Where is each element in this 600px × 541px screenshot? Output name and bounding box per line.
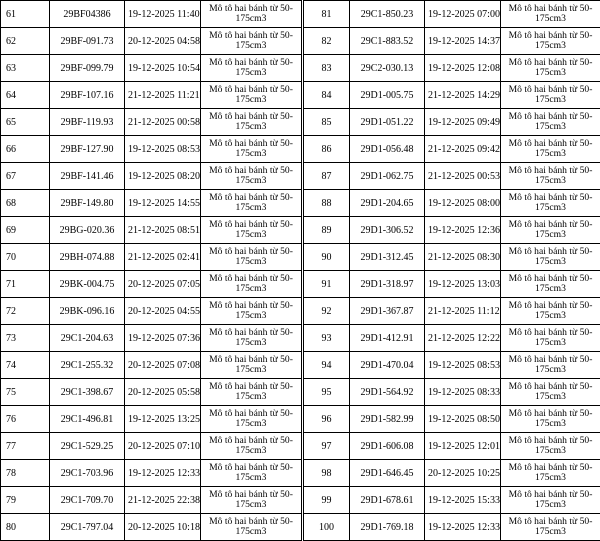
plate-cell: 29D1-564.92 — [350, 379, 425, 406]
row-number-cell: 61 — [1, 1, 50, 28]
vehicle-type-cell: Mô tô hai bánh từ 50-175cm3 — [501, 190, 600, 217]
plate-cell: 29D1-412.91 — [350, 325, 425, 352]
table-row — [1, 460, 600, 487]
vehicle-type-cell: Mô tô hai bánh từ 50-175cm3 — [201, 82, 302, 109]
table-row — [1, 433, 600, 460]
row-number-cell: 71 — [1, 271, 50, 298]
vehicle-type-cell: Mô tô hai bánh từ 50-175cm3 — [501, 82, 600, 109]
row-number-cell: 67 — [1, 163, 50, 190]
vehicle-type-cell: Mô tô hai bánh từ 50-175cm3 — [501, 55, 600, 82]
violation-time-cell: 21-12-2025 11:21 — [125, 82, 201, 109]
row-number-cell: 72 — [1, 298, 50, 325]
violation-time-cell: 21-12-2025 12:22 — [425, 325, 501, 352]
row-number-cell: 86 — [304, 136, 350, 163]
row-number-cell: 75 — [1, 379, 50, 406]
violation-time-cell: 19-12-2025 15:33 — [425, 487, 501, 514]
plate-cell: 29D1-204.65 — [350, 190, 425, 217]
violation-time-cell: 20-12-2025 07:05 — [125, 271, 201, 298]
violation-time-cell: 19-12-2025 08:33 — [425, 379, 501, 406]
row-number-cell: 64 — [1, 82, 50, 109]
row-number-cell: 91 — [304, 271, 350, 298]
plate-cell: 29BF04386 — [50, 1, 125, 28]
plate-cell: 29D1-306.52 — [350, 217, 425, 244]
row-number-cell: 81 — [304, 1, 350, 28]
violation-time-cell: 19-12-2025 08:53 — [125, 136, 201, 163]
plate-cell: 29D1-005.75 — [350, 82, 425, 109]
row-number-cell: 95 — [304, 379, 350, 406]
violation-time-cell: 21-12-2025 11:12 — [425, 298, 501, 325]
plate-cell: 29BK-004.75 — [50, 271, 125, 298]
violation-time-cell: 19-12-2025 12:33 — [425, 514, 501, 541]
violation-time-cell: 19-12-2025 08:20 — [125, 163, 201, 190]
table-row — [1, 55, 600, 82]
vehicle-type-cell: Mô tô hai bánh từ 50-175cm3 — [201, 352, 302, 379]
violation-time-cell: 20-12-2025 05:58 — [125, 379, 201, 406]
row-number-cell: 65 — [1, 109, 50, 136]
violation-time-cell: 19-12-2025 13:03 — [425, 271, 501, 298]
vehicle-type-cell: Mô tô hai bánh từ 50-175cm3 — [201, 460, 302, 487]
vehicle-type-cell: Mô tô hai bánh từ 50-175cm3 — [201, 298, 302, 325]
table-row — [1, 406, 600, 433]
row-number-cell: 74 — [1, 352, 50, 379]
violation-time-cell: 19-12-2025 08:00 — [425, 190, 501, 217]
plate-cell: 29C1-398.67 — [50, 379, 125, 406]
row-number-cell: 85 — [304, 109, 350, 136]
plate-cell: 29C1-255.32 — [50, 352, 125, 379]
vehicle-type-cell: Mô tô hai bánh từ 50-175cm3 — [501, 406, 600, 433]
row-number-cell: 78 — [1, 460, 50, 487]
plate-cell: 29C1-204.63 — [50, 325, 125, 352]
violation-time-cell: 20-12-2025 04:58 — [125, 28, 201, 55]
vehicle-type-cell: Mô tô hai bánh từ 50-175cm3 — [501, 271, 600, 298]
vehicle-type-cell: Mô tô hai bánh từ 50-175cm3 — [501, 325, 600, 352]
vehicle-type-cell: Mô tô hai bánh từ 50-175cm3 — [501, 514, 600, 541]
violation-time-cell: 19-12-2025 08:50 — [425, 406, 501, 433]
row-number-cell: 79 — [1, 487, 50, 514]
table-row — [1, 190, 600, 217]
plate-cell: 29C1-850.23 — [350, 1, 425, 28]
vehicle-type-cell: Mô tô hai bánh từ 50-175cm3 — [501, 460, 600, 487]
vehicle-type-cell: Mô tô hai bánh từ 50-175cm3 — [501, 244, 600, 271]
vehicle-type-cell: Mô tô hai bánh từ 50-175cm3 — [501, 433, 600, 460]
plate-cell: 29D1-646.45 — [350, 460, 425, 487]
row-number-cell: 87 — [304, 163, 350, 190]
plate-cell: 29D1-062.75 — [350, 163, 425, 190]
plate-cell: 29D1-470.04 — [350, 352, 425, 379]
plate-cell: 29C1-496.81 — [50, 406, 125, 433]
table-row — [1, 244, 600, 271]
plate-cell: 29BF-149.80 — [50, 190, 125, 217]
row-number-cell: 84 — [304, 82, 350, 109]
row-number-cell: 96 — [304, 406, 350, 433]
violation-time-cell: 21-12-2025 22:38 — [125, 487, 201, 514]
violation-time-cell: 19-12-2025 14:55 — [125, 190, 201, 217]
table-row — [1, 379, 600, 406]
plate-cell: 29C2-030.13 — [350, 55, 425, 82]
plate-cell: 29D1-318.97 — [350, 271, 425, 298]
vehicle-type-cell: Mô tô hai bánh từ 50-175cm3 — [201, 406, 302, 433]
violation-time-cell: 21-12-2025 00:53 — [425, 163, 501, 190]
row-number-cell: 88 — [304, 190, 350, 217]
row-number-cell: 99 — [304, 487, 350, 514]
table-row — [1, 217, 600, 244]
plate-cell: 29BF-091.73 — [50, 28, 125, 55]
row-number-cell: 80 — [1, 514, 50, 541]
plate-cell: 29BF-127.90 — [50, 136, 125, 163]
vehicle-type-cell: Mô tô hai bánh từ 50-175cm3 — [201, 163, 302, 190]
violation-time-cell: 19-12-2025 12:01 — [425, 433, 501, 460]
plate-cell: 29BH-074.88 — [50, 244, 125, 271]
table-row — [1, 163, 600, 190]
table-row — [1, 136, 600, 163]
row-number-cell: 90 — [304, 244, 350, 271]
plate-cell: 29C1-529.25 — [50, 433, 125, 460]
plate-cell: 29BF-141.46 — [50, 163, 125, 190]
violation-time-cell: 20-12-2025 10:18 — [125, 514, 201, 541]
vehicle-type-cell: Mô tô hai bánh từ 50-175cm3 — [201, 379, 302, 406]
vehicle-type-cell: Mô tô hai bánh từ 50-175cm3 — [201, 1, 302, 28]
violation-time-cell: 20-12-2025 07:10 — [125, 433, 201, 460]
violation-time-cell: 21-12-2025 00:58 — [125, 109, 201, 136]
table-row — [1, 514, 600, 541]
plate-cell: 29BF-119.93 — [50, 109, 125, 136]
plate-cell: 29D1-606.08 — [350, 433, 425, 460]
row-number-cell: 93 — [304, 325, 350, 352]
table-row — [1, 271, 600, 298]
violation-time-cell: 21-12-2025 08:30 — [425, 244, 501, 271]
vehicle-type-cell: Mô tô hai bánh từ 50-175cm3 — [201, 271, 302, 298]
violation-time-cell: 19-12-2025 11:40 — [125, 1, 201, 28]
vehicle-type-cell: Mô tô hai bánh từ 50-175cm3 — [201, 514, 302, 541]
plate-cell: 29C1-709.70 — [50, 487, 125, 514]
plate-cell: 29BK-096.16 — [50, 298, 125, 325]
plate-cell: 29BF-107.16 — [50, 82, 125, 109]
vehicle-type-cell: Mô tô hai bánh từ 50-175cm3 — [201, 217, 302, 244]
table-row — [1, 352, 600, 379]
row-number-cell: 82 — [304, 28, 350, 55]
violation-time-cell: 19-12-2025 08:53 — [425, 352, 501, 379]
row-number-cell: 100 — [304, 514, 350, 541]
violation-time-cell: 19-12-2025 07:00 — [425, 1, 501, 28]
table-row — [1, 487, 600, 514]
vehicle-type-cell: Mô tô hai bánh từ 50-175cm3 — [201, 28, 302, 55]
table-row — [1, 325, 600, 352]
vehicle-type-cell: Mô tô hai bánh từ 50-175cm3 — [201, 325, 302, 352]
table-row — [1, 109, 600, 136]
violation-time-cell: 19-12-2025 12:08 — [425, 55, 501, 82]
row-number-cell: 66 — [1, 136, 50, 163]
table-row — [1, 28, 600, 55]
row-number-cell: 69 — [1, 217, 50, 244]
vehicle-type-cell: Mô tô hai bánh từ 50-175cm3 — [201, 55, 302, 82]
table-row — [1, 82, 600, 109]
row-number-cell: 94 — [304, 352, 350, 379]
vehicle-type-cell: Mô tô hai bánh từ 50-175cm3 — [501, 109, 600, 136]
vehicle-type-cell: Mô tô hai bánh từ 50-175cm3 — [501, 352, 600, 379]
vehicle-type-cell: Mô tô hai bánh từ 50-175cm3 — [501, 136, 600, 163]
violation-time-cell: 19-12-2025 14:37 — [425, 28, 501, 55]
vehicle-type-cell: Mô tô hai bánh từ 50-175cm3 — [201, 433, 302, 460]
vehicle-type-cell: Mô tô hai bánh từ 50-175cm3 — [501, 1, 600, 28]
vehicle-type-cell: Mô tô hai bánh từ 50-175cm3 — [201, 109, 302, 136]
table-row — [1, 298, 600, 325]
row-number-cell: 63 — [1, 55, 50, 82]
table-body — [1, 1, 600, 541]
plate-cell: 29BG-020.36 — [50, 217, 125, 244]
violation-time-cell: 21-12-2025 02:41 — [125, 244, 201, 271]
vehicle-type-cell: Mô tô hai bánh từ 50-175cm3 — [501, 487, 600, 514]
vehicle-type-cell: Mô tô hai bánh từ 50-175cm3 — [201, 190, 302, 217]
row-number-cell: 70 — [1, 244, 50, 271]
table-row — [1, 1, 600, 28]
violation-time-cell: 21-12-2025 09:42 — [425, 136, 501, 163]
plate-cell: 29D1-312.45 — [350, 244, 425, 271]
violation-time-cell: 19-12-2025 09:49 — [425, 109, 501, 136]
row-number-cell: 89 — [304, 217, 350, 244]
violation-time-cell: 21-12-2025 08:51 — [125, 217, 201, 244]
violation-time-cell: 19-12-2025 12:33 — [125, 460, 201, 487]
row-number-cell: 77 — [1, 433, 50, 460]
plate-cell: 29D1-678.61 — [350, 487, 425, 514]
violation-time-cell: 20-12-2025 10:25 — [425, 460, 501, 487]
vehicle-type-cell: Mô tô hai bánh từ 50-175cm3 — [201, 244, 302, 271]
plate-cell: 29C1-703.96 — [50, 460, 125, 487]
row-number-cell: 92 — [304, 298, 350, 325]
row-number-cell: 97 — [304, 433, 350, 460]
row-number-cell: 83 — [304, 55, 350, 82]
row-number-cell: 68 — [1, 190, 50, 217]
violation-time-cell: 20-12-2025 04:55 — [125, 298, 201, 325]
row-number-cell: 98 — [304, 460, 350, 487]
row-number-cell: 62 — [1, 28, 50, 55]
row-number-cell: 73 — [1, 325, 50, 352]
plate-cell: 29D1-582.99 — [350, 406, 425, 433]
violation-time-cell: 20-12-2025 07:08 — [125, 352, 201, 379]
plate-cell: 29C1-883.52 — [350, 28, 425, 55]
plate-cell: 29C1-797.04 — [50, 514, 125, 541]
plate-cell: 29D1-769.18 — [350, 514, 425, 541]
plate-cell: 29D1-367.87 — [350, 298, 425, 325]
vehicle-type-cell: Mô tô hai bánh từ 50-175cm3 — [501, 28, 600, 55]
violation-time-cell: 21-12-2025 14:29 — [425, 82, 501, 109]
row-number-cell: 76 — [1, 406, 50, 433]
violation-time-cell: 19-12-2025 13:25 — [125, 406, 201, 433]
violation-time-cell: 19-12-2025 07:36 — [125, 325, 201, 352]
vehicle-type-cell: Mô tô hai bánh từ 50-175cm3 — [201, 136, 302, 163]
vehicle-type-cell: Mô tô hai bánh từ 50-175cm3 — [501, 163, 600, 190]
plate-cell: 29D1-056.48 — [350, 136, 425, 163]
vehicle-type-cell: Mô tô hai bánh từ 50-175cm3 — [201, 487, 302, 514]
vehicle-type-cell: Mô tô hai bánh từ 50-175cm3 — [501, 217, 600, 244]
violation-time-cell: 19-12-2025 12:36 — [425, 217, 501, 244]
vehicle-type-cell: Mô tô hai bánh từ 50-175cm3 — [501, 298, 600, 325]
plate-cell: 29D1-051.22 — [350, 109, 425, 136]
plate-cell: 29BF-099.79 — [50, 55, 125, 82]
violation-time-cell: 19-12-2025 10:54 — [125, 55, 201, 82]
vehicle-type-cell: Mô tô hai bánh từ 50-175cm3 — [501, 379, 600, 406]
